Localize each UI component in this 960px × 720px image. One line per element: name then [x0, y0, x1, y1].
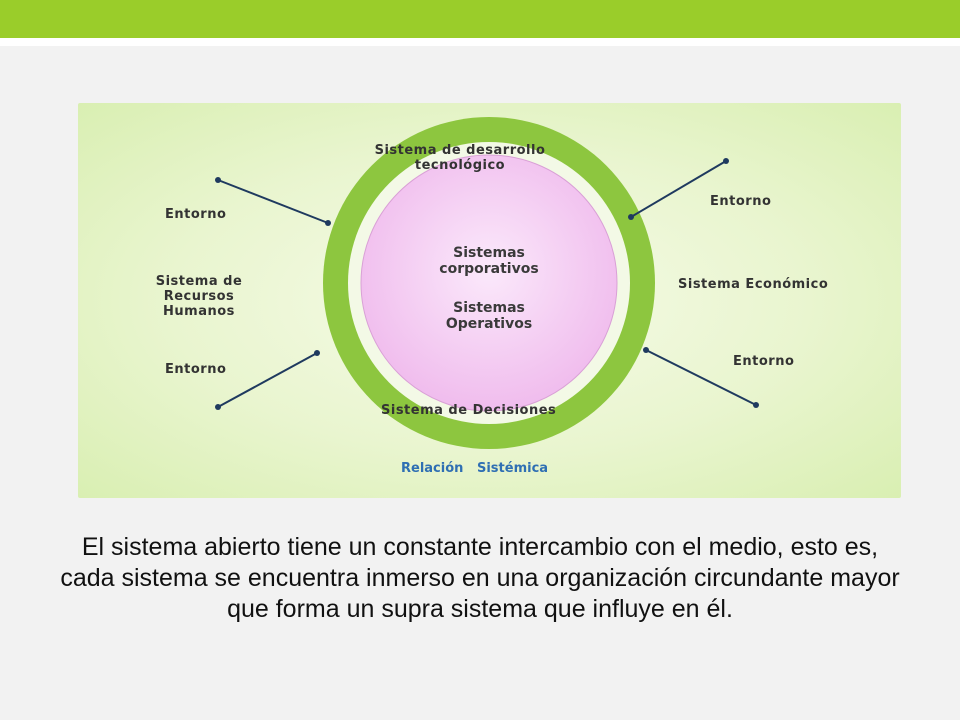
label-sistema-recursos-humanos [144, 274, 254, 319]
diagram-caption: Relación Sistémica [401, 461, 549, 476]
connector-top-left [215, 177, 331, 226]
label-left-line3: Humanos [163, 304, 235, 319]
label-sistema-economico: Sistema Económico [678, 277, 829, 292]
connector-top-right [628, 158, 729, 220]
center-line2: corporativos [439, 261, 539, 277]
center-label-sistemas-corporativos [409, 245, 569, 277]
label-entorno-bottom-right: Entorno [733, 354, 795, 369]
inner-circle [361, 155, 617, 411]
center-label-sistemas-operativos [409, 300, 569, 332]
label-sistema-decisiones: Sistema de Decisiones [381, 403, 557, 418]
top-accent-bar [0, 0, 960, 38]
label-left-line1: Sistema de [155, 274, 243, 289]
label-top-line2: tecnológico [414, 158, 506, 173]
systemic-relation-diagram [78, 103, 901, 498]
top-white-strip [0, 38, 960, 46]
body-paragraph: El sistema abierto tiene un constante intercambio con el medio, esto es, cada sistema se encuentra inmerso en una organización circundante mayor que forma un supra sistema que influye en él. [60, 533, 900, 623]
label-entorno-bottom-left: Entorno [165, 362, 227, 377]
connector-bottom-left [215, 350, 320, 410]
label-entorno-top-right: Entorno [710, 194, 772, 209]
center-line3: Sistemas [453, 300, 525, 316]
label-top-line1: Sistema de desarrollo [374, 143, 546, 158]
center-line1: Sistemas [453, 245, 525, 261]
center-line4: Operativos [445, 316, 533, 332]
label-left-line2: Recursos [163, 289, 235, 304]
label-sistema-desarrollo-tecnologico [348, 143, 572, 173]
label-entorno-top-left: Entorno [165, 207, 227, 222]
